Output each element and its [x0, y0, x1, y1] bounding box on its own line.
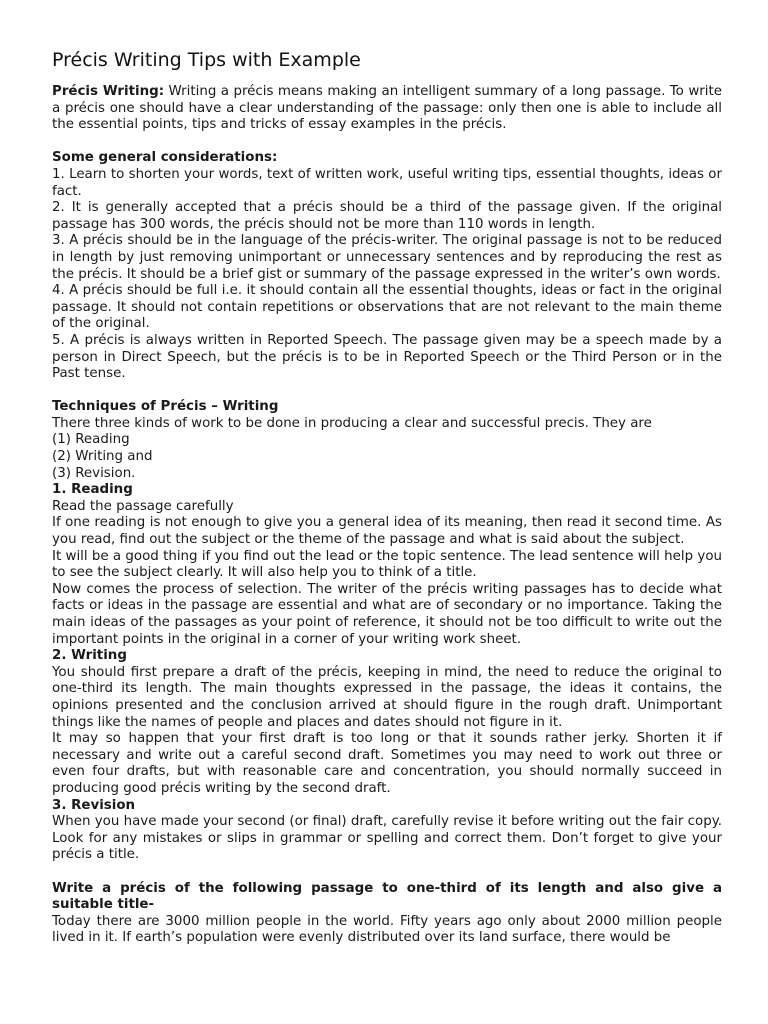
exercise-passage: Today there are 3000 million people in the world. Fifty years ago only about 2000 million people lived in it. If earth’s population were evenly distributed over its land surface, there would be [52, 913, 722, 946]
document-page [52, 48, 722, 947]
consideration-item-4: 4. A précis should be full i.e. it should contain all the essential thoughts, ideas or fact in the original passage. It should not contain repetitions or observations that are not relevant to the main theme of the original. [52, 283, 722, 332]
writing-heading: 2. Writing [52, 648, 127, 664]
writing-paragraph-2: It may so happen that your first draft is too long or that it sounds rather jerky. Shorten it if necessary and write out a careful second draft. Sometimes you may need to work out three or even four drafts, but with reasonable care and concentration, you should normally succeed in producing good précis writing by the second draft. [52, 731, 722, 796]
intro-text: Writing a précis means making an intelligent summary of a long passage. To write a précis one should have a clear understanding of the passage: only then one is able to include all the essential points, tips and tricks of essay examples in the précis. [52, 84, 722, 133]
techniques-list-item-2: (2) Writing and [52, 449, 153, 465]
writing-paragraph-1: You should first prepare a draft of the précis, keeping in mind, the need to reduce the original to one-third its length. The main thoughts expressed in the passage, the ideas it contains, the opinions presented and the conclusion arrived at should figure in the rough draft. Unimportant things like the names of people and places and dates should not figure in it. [52, 664, 722, 730]
techniques-list-item-3: (3) Revision. [52, 465, 136, 481]
intro-label: Précis Writing: [52, 84, 165, 99]
consideration-item-3: 3. A précis should be in the language of the précis-writer. The original passage is not to be reduced in length by just removing unimportant or unnecessary sentences and by reproducing the rest as the précis. It should be a brief gist or summary of the passage expressed in the writer’s own words. [52, 233, 722, 282]
techniques-intro: There three kinds of work to be done in producing a clear and successful precis. They are [52, 415, 652, 431]
reading-heading: 1. Reading [52, 482, 133, 498]
consideration-item-2: 2. It is generally accepted that a précis should be a third of the passage given. If the original passage has 300 words, the précis should not be more than 110 words in length. [52, 200, 722, 232]
exercise-heading: Write a précis of the following passage to one-third of its length and also give a suitable title- [52, 880, 722, 913]
intro-paragraph [52, 84, 722, 134]
reading-paragraph-2: If one reading is not enough to give you a general idea of its meaning, then read it second time. As you read, find out the subject or the theme of the passage and what is said about the subject. [52, 515, 722, 548]
techniques-list-item-1: (1) Reading [52, 432, 130, 448]
revision-heading: 3. Revision [52, 797, 136, 813]
techniques-heading: Techniques of Précis – Writing [52, 399, 279, 415]
reading-paragraph-4: Now comes the process of selection. The writer of the précis writing passages has to decide what facts or ideas in the passage are essential and what are of secondary or no importance. Taking the main ideas of the passages as your point of reference, it should not be too difficult to write out the important points in the original in a corner of your writing work sheet. [52, 581, 722, 647]
consideration-item-1: 1. Learn to shorten your words, text of written work, useful writing tips, essential thoughts, ideas or fact. [52, 166, 722, 199]
page-title: Précis Writing Tips with Example [52, 49, 361, 71]
revision-paragraph-1: When you have made your second (or final) draft, carefully revise it before writing out the fair copy. Look for any mistakes or slips in grammar or spelling and correct them. Don’t forget to give your précis a title. [52, 814, 722, 863]
considerations-heading: Some general considerations: [52, 150, 278, 166]
reading-paragraph-1: Read the passage carefully [52, 498, 234, 514]
reading-paragraph-3: It will be a good thing if you find out the lead or the topic sentence. The lead sentence will help you to see the subject clearly. It will also help you to think of a title. [52, 548, 722, 581]
consideration-item-5: 5. A précis is always written in Reported Speech. The passage given may be a speech made by a person in Direct Speech, but the précis is to be in Reported Speech or the Third Person or in the Past tense. [52, 332, 722, 382]
